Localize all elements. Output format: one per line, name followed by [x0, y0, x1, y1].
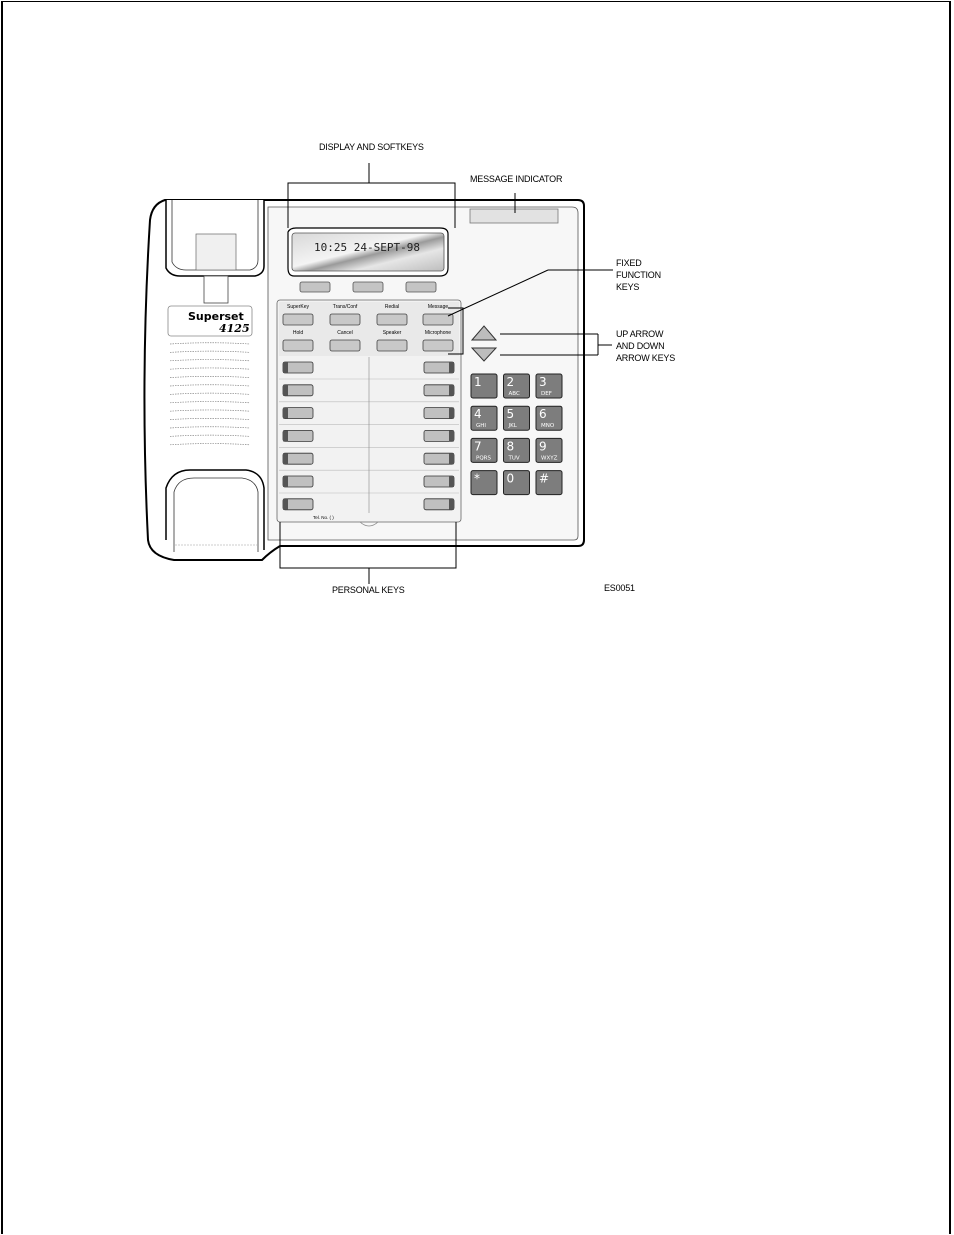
fixed-key-label: Redial: [384, 304, 400, 310]
fixed-function-key[interactable]: [377, 314, 407, 325]
message-indicator-callout: MESSAGE INDICATOR: [470, 174, 563, 184]
fixed-function-key[interactable]: [423, 340, 453, 351]
dialpad-digit: 6: [539, 407, 547, 422]
arrow-keys-callout-2: AND DOWN: [616, 341, 665, 351]
dialpad-digit: 8: [506, 439, 515, 454]
dialpad-digit: 1: [474, 375, 482, 389]
softkey-1[interactable]: [300, 282, 330, 292]
fixed-function-callout-3: KEYS: [616, 282, 640, 292]
dialpad-letters: JKL: [508, 423, 517, 430]
display-text: 10:25 24-SEPT-98: [314, 241, 420, 254]
fixed-key-label: Microphone: [424, 330, 452, 336]
personal-key-led: [283, 362, 288, 373]
personal-key-led: [449, 362, 454, 373]
display-softkeys-callout: DISPLAY AND SOFTKEYS: [319, 142, 424, 152]
personal-key-led: [283, 453, 288, 464]
personal-key-led: [283, 430, 288, 441]
fixed-key-label: Trans/Conf: [332, 304, 358, 310]
fixed-function-callout-2: FUNCTION: [616, 270, 661, 280]
fixed-function-key[interactable]: [283, 340, 313, 351]
softkey-3[interactable]: [406, 282, 436, 292]
dialpad-letters: MNO: [541, 423, 555, 430]
fixed-function-key[interactable]: [330, 314, 360, 325]
fixed-key-label: Cancel: [337, 330, 353, 336]
personal-key-led: [283, 385, 288, 396]
model-number: 4125: [219, 322, 250, 335]
dialpad-digit: 7: [474, 439, 482, 454]
personal-key-led: [449, 385, 454, 396]
dialpad-letters: GHI: [476, 423, 487, 430]
dialpad-letters: DEF: [541, 391, 552, 397]
personal-key-led: [449, 408, 454, 419]
dialpad-digit: 5: [506, 407, 515, 422]
display: [288, 228, 448, 276]
personal-key-led: [449, 453, 454, 464]
brand-name: Superset: [188, 310, 244, 323]
arrow-keys-callout-3: ARROW KEYS: [616, 353, 676, 363]
fixed-key-label: Message: [427, 304, 449, 310]
fixed-function-callout-1: FIXED: [616, 258, 642, 268]
personal-key-led: [283, 476, 288, 487]
fixed-function-key[interactable]: [283, 314, 313, 325]
personal-keys-callout: PERSONAL KEYS: [332, 585, 405, 595]
fixed-key-label: Hold: [292, 330, 304, 336]
message-indicator: [470, 209, 558, 223]
personal-key-led: [449, 476, 454, 487]
dialpad-letters: WXYZ: [541, 455, 558, 462]
dialpad-letters: ABC: [508, 391, 520, 397]
dialpad-digit: 9: [539, 439, 547, 454]
fixed-key-label: Speaker: [382, 330, 402, 336]
personal-key-led: [283, 499, 288, 510]
fixed-function-key[interactable]: [377, 340, 407, 351]
personal-key-led: [283, 408, 288, 419]
dialpad-digit: 2: [506, 375, 515, 389]
dialpad-digit: *: [474, 471, 480, 486]
dialpad-letters: TUV: [508, 455, 520, 462]
fixed-function-key[interactable]: [330, 340, 360, 351]
personal-key-led: [449, 430, 454, 441]
softkey-2[interactable]: [353, 282, 383, 292]
dialpad-letters: PQRS: [476, 455, 491, 462]
tel-number-label: Tel. No. ( ): [313, 515, 334, 520]
dialpad-digit: #: [539, 471, 550, 486]
personal-key-led: [449, 499, 454, 510]
dialpad-digit: 3: [539, 375, 547, 389]
dialpad-digit: 4: [474, 407, 482, 422]
brand-badge: [168, 306, 252, 336]
dialpad-digit: 0: [506, 471, 515, 486]
fixed-key-label: SuperKey: [287, 304, 309, 310]
figure-id: ES0051: [604, 583, 635, 593]
softkeys: [300, 282, 436, 292]
arrow-keys-callout-1: UP ARROW: [616, 329, 664, 339]
